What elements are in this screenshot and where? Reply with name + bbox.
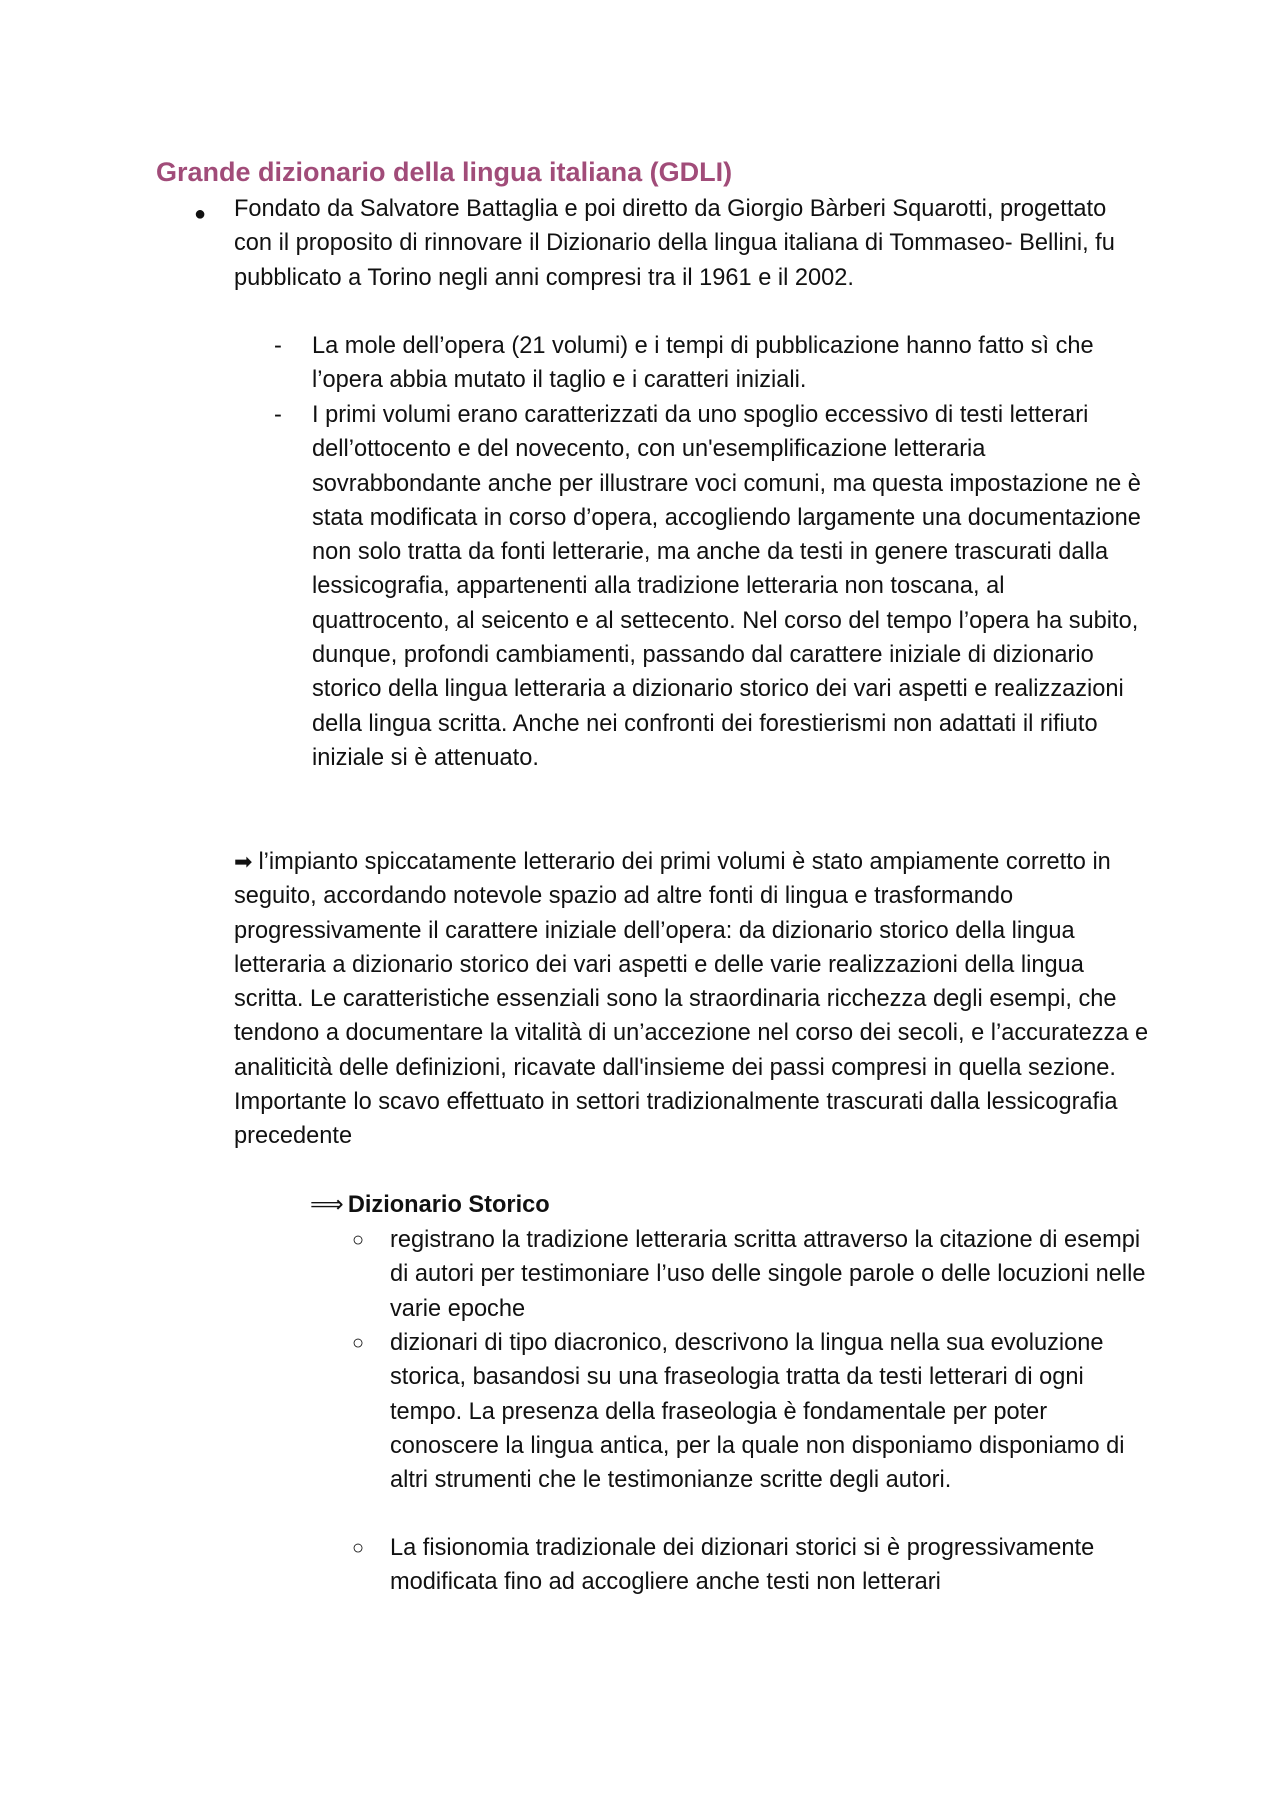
- list-item: La fisionomia tradizionale dei dizionari storici si è progressivamente modificata fino ad accogliere anche testi non letterari: [390, 1535, 1095, 1596]
- list-item: registrano la tradizione letteraria scritta attraverso la citazione di esempi di autori per testimoniare l’uso delle singole parole o delle locuzioni nelle varie epoche: [390, 1227, 1146, 1322]
- right-arrow-icon: ➡: [234, 849, 253, 874]
- circle-bullet-icon: ○: [352, 1537, 365, 1559]
- section-heading: Grande dizionario della lingua italiana (GDLI): [156, 157, 733, 187]
- implies-arrow-icon: ⟹: [310, 1192, 344, 1218]
- summary-paragraph: [234, 845, 1154, 1154]
- circle-bullet-icon: ○: [352, 1332, 365, 1354]
- list-item: dizionari di tipo diacronico, descrivono la lingua nella sua evoluzione storica, basandosi su una fraseologia tratta da testi letterari di ogni tempo. La presenza della fraseologia è fondamentale per poter conoscere la lingua antica, per la quale non disponiamo disponiamo di altri strumenti che le testimonianze scritte degli autori.: [390, 1330, 1125, 1494]
- sub-item-text: La mole dell’opera (21 volumi) e i tempi di pubblicazione hanno fatto sì che l’opera abbia mutato il taglio e i caratteri iniziali.: [312, 333, 1094, 394]
- dizionario-storico-heading: [310, 1188, 550, 1222]
- dizionario-storico-title: Dizionario Storico: [347, 1192, 550, 1218]
- summary-paragraph-text: l’impianto spiccatamente letterario dei primi volumi è stato ampiamente corretto in seguito, accordando notevole spazio ad altre fonti di lingua e trasformando progressivamente il carattere iniziale dell’opera: da dizionario storico della lingua letteraria a dizionario storico dei vari aspetti e delle varie realizzazioni della lingua scritta. Le caratteristiche essenziali sono la straordinaria ricchezza degli esempi, che tendono a documentare la vitalità di un’accezione nel corso dei secoli, e l’accuratezza e analiticità delle definizioni, ricavate dall'insieme dei passi compresi in quella sezione. Importante lo scavo effettuato in settori tradizionalmente trascurati dalla lessicografia precedente: [234, 849, 1149, 1150]
- bullet-marker: ●: [194, 203, 207, 225]
- dash-marker: -: [274, 402, 282, 428]
- dash-marker: -: [274, 333, 282, 359]
- sub-item-text: I primi volumi erano caratterizzati da uno spoglio eccessivo di testi letterari dell’ottocento e del novecento, con un'esemplificazione letteraria sovrabbondante anche per illustrare voci comuni, ma questa impostazione ne è stata modificata in corso d’opera, accogliendo largamente una documentazione non solo tratta da fonti letterarie, ma anche da testi in genere trascurati dalla lessicografia, appartenenti alla tradizione letteraria non toscana, al quattrocento, al seicento e al settecento. Nel corso del tempo l’opera ha subito, dunque, profondi cambiamenti, passando dal carattere iniziale di dizionario storico della lingua letteraria a dizionario storico dei vari aspetti e realizzazioni della lingua scritta. Anche nei confronti dei forestierismi non adattati il rifiuto iniziale si è attenuato.: [312, 402, 1141, 771]
- circle-bullet-icon: ○: [352, 1229, 365, 1251]
- bullet-text: Fondato da Salvatore Battaglia e poi diretto da Giorgio Bàrberi Squarotti, progettato con il proposito di rinnovare il Dizionario della lingua italiana di Tommaseo- Bellini, fu pubblicato a Torino negli anni compresi tra il 1961 e il 2002.: [234, 196, 1115, 291]
